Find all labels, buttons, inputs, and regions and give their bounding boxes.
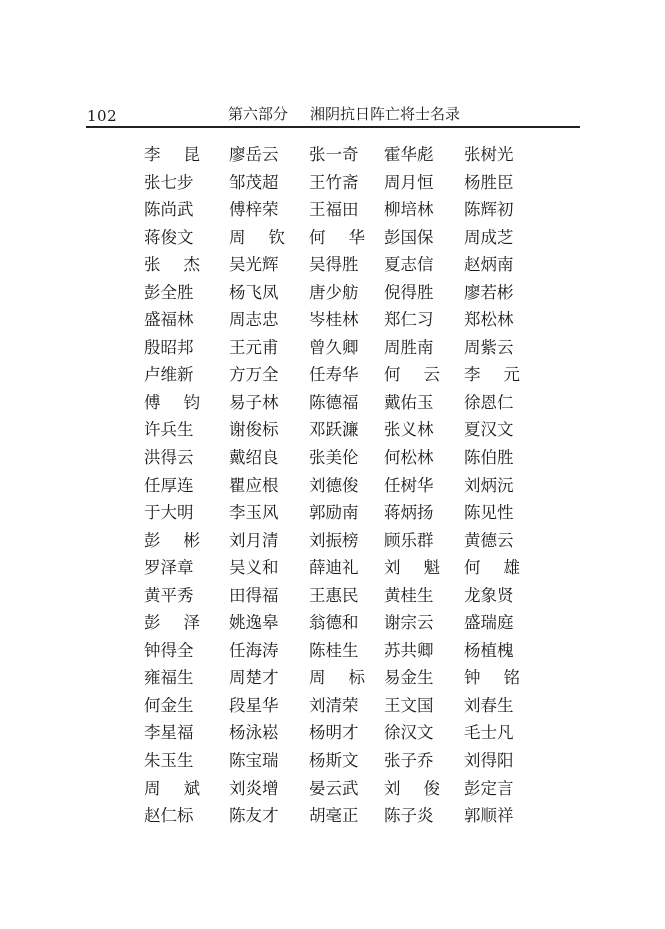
name-entry: 柳培林 <box>384 200 434 220</box>
name-entry: 陈宝瑞 <box>229 751 279 771</box>
book-title: 湘阴抗日阵亡将士名录 <box>310 105 461 123</box>
name-row <box>144 640 524 668</box>
name-entry: 李 元 <box>464 365 520 385</box>
name-entry: 盛福林 <box>144 310 194 330</box>
name-entry: 戴佑玉 <box>384 392 434 412</box>
name-entry: 彭 彬 <box>144 530 200 550</box>
name-entry: 廖岳云 <box>229 145 279 164</box>
name-entry: 陈尚武 <box>144 200 194 220</box>
name-entry: 张子乔 <box>384 751 434 771</box>
name-entry: 雍福生 <box>144 668 194 688</box>
name-row <box>144 419 524 447</box>
name-entry: 李 昆 <box>144 145 200 164</box>
name-entry: 李玉风 <box>229 503 279 523</box>
name-entry: 杨飞凤 <box>229 282 279 302</box>
name-entry: 杨泳崧 <box>229 723 279 743</box>
name-entry: 晏云武 <box>309 778 359 798</box>
name-entry: 易金生 <box>384 668 434 688</box>
name-entry: 盛瑞庭 <box>464 613 514 633</box>
name-row <box>144 227 524 255</box>
name-entry: 周 钦 <box>229 227 285 247</box>
name-entry: 傅梓荣 <box>229 200 279 220</box>
name-entry: 曾久卿 <box>309 337 359 357</box>
name-entry: 黄桂生 <box>384 585 434 605</box>
name-entry: 周 标 <box>309 668 365 688</box>
name-entry: 殷昭邦 <box>144 337 194 357</box>
name-row <box>144 282 524 310</box>
name-entry: 陈子炎 <box>384 806 434 826</box>
name-row <box>144 722 524 750</box>
name-entry: 杨植槐 <box>464 640 514 660</box>
name-row <box>144 750 524 778</box>
name-entry: 彭全胜 <box>144 282 194 302</box>
name-entry: 吴义和 <box>229 558 279 578</box>
name-entry: 段星华 <box>229 695 279 715</box>
name-entry: 周胜南 <box>384 337 434 357</box>
name-entry: 朱玉生 <box>144 751 194 771</box>
part-label: 第六部分 <box>228 105 289 123</box>
name-entry: 方万全 <box>229 365 279 385</box>
name-entry: 罗泽章 <box>144 558 194 578</box>
name-entry: 刘月清 <box>229 530 279 550</box>
name-entry: 廖若彬 <box>464 282 514 302</box>
name-entry: 夏志信 <box>384 255 434 275</box>
name-entry: 赵仁标 <box>144 806 194 826</box>
names-grid <box>144 144 524 833</box>
name-entry: 唐少舫 <box>309 282 359 302</box>
name-entry: 赵炳南 <box>464 255 514 275</box>
name-entry: 刘 魁 <box>384 558 440 578</box>
name-entry: 任厚连 <box>144 475 194 495</box>
name-entry: 周楚才 <box>229 668 279 688</box>
name-entry: 胡毫正 <box>309 806 359 826</box>
name-entry: 李星福 <box>144 723 194 743</box>
name-entry: 刘清荣 <box>309 695 359 715</box>
name-entry: 陈德福 <box>309 392 359 412</box>
name-entry: 许兵生 <box>144 420 194 440</box>
name-entry: 岑桂林 <box>309 310 359 330</box>
name-row <box>144 172 524 200</box>
name-entry: 何 华 <box>309 227 365 247</box>
name-row <box>144 309 524 337</box>
name-row <box>144 695 524 723</box>
name-row <box>144 502 524 530</box>
name-entry: 刘德俊 <box>309 475 359 495</box>
name-entry: 彭国保 <box>384 227 434 247</box>
name-entry: 张一奇 <box>309 145 359 164</box>
name-entry: 何金生 <box>144 695 194 715</box>
name-entry: 薛迪礼 <box>309 558 359 578</box>
name-entry: 谢俊标 <box>229 420 279 440</box>
name-entry: 霍华彪 <box>384 145 434 164</box>
name-entry: 蒋俊文 <box>144 227 194 247</box>
name-entry: 任树华 <box>384 475 434 495</box>
name-entry: 傅 钧 <box>144 392 200 412</box>
name-entry: 陈桂生 <box>309 640 359 660</box>
name-entry: 王元甫 <box>229 337 279 357</box>
name-entry: 彭定言 <box>464 778 514 798</box>
name-row <box>144 667 524 695</box>
name-row <box>144 805 524 833</box>
name-entry: 顾乐群 <box>384 530 434 550</box>
name-row <box>144 254 524 282</box>
name-row <box>144 778 524 806</box>
name-entry: 陈伯胜 <box>464 448 514 468</box>
name-entry: 张 杰 <box>144 255 200 275</box>
name-row <box>144 447 524 475</box>
name-entry: 瞿应根 <box>229 475 279 495</box>
name-entry: 倪得胜 <box>384 282 434 302</box>
name-entry: 邹茂超 <box>229 172 279 192</box>
name-entry: 黄平秀 <box>144 585 194 605</box>
name-entry: 周志忠 <box>229 310 279 330</box>
name-entry: 徐汉文 <box>384 723 434 743</box>
name-entry: 王惠民 <box>309 585 359 605</box>
name-entry: 杨明才 <box>309 723 359 743</box>
name-row <box>144 144 524 172</box>
name-row <box>144 557 524 585</box>
running-title <box>228 104 460 124</box>
name-entry: 周 斌 <box>144 778 200 798</box>
name-row <box>144 364 524 392</box>
name-entry: 郭顺祥 <box>464 806 514 826</box>
name-entry: 刘炎增 <box>229 778 279 798</box>
name-row <box>144 585 524 613</box>
name-entry: 易子林 <box>229 392 279 412</box>
name-entry: 毛士凡 <box>464 723 514 743</box>
name-entry: 卢维新 <box>144 365 194 385</box>
name-entry: 张美伦 <box>309 448 359 468</box>
name-entry: 夏汉文 <box>464 420 514 440</box>
name-entry: 黄德云 <box>464 530 514 550</box>
name-entry: 龙象贤 <box>464 585 514 605</box>
name-entry: 何 云 <box>384 365 440 385</box>
name-row <box>144 392 524 420</box>
name-entry: 郭励南 <box>309 503 359 523</box>
name-entry: 姚逸皋 <box>229 613 279 633</box>
name-entry: 任海涛 <box>229 640 279 660</box>
name-entry: 翁德和 <box>309 613 359 633</box>
name-entry: 杨斯文 <box>309 751 359 771</box>
name-entry: 戴绍良 <box>229 448 279 468</box>
header-rule <box>86 126 580 128</box>
name-entry: 王文国 <box>384 695 434 715</box>
name-entry: 陈辉初 <box>464 200 514 220</box>
name-entry: 张树光 <box>464 145 514 164</box>
name-entry: 陈友才 <box>229 806 279 826</box>
name-entry: 任寿华 <box>309 365 359 385</box>
name-entry: 邓跃濂 <box>309 420 359 440</box>
name-entry: 陈见性 <box>464 503 514 523</box>
name-entry: 王竹斋 <box>309 172 359 192</box>
name-entry: 刘炳沅 <box>464 475 514 495</box>
name-entry: 周月恒 <box>384 172 434 192</box>
name-entry: 刘春生 <box>464 695 514 715</box>
name-entry: 田得福 <box>229 585 279 605</box>
name-entry: 谢宗云 <box>384 613 434 633</box>
name-entry: 蒋炳扬 <box>384 503 434 523</box>
name-entry: 于大明 <box>144 503 194 523</box>
name-entry: 刘 俊 <box>384 778 440 798</box>
name-entry: 钟 铭 <box>464 668 520 688</box>
name-entry: 张义林 <box>384 420 434 440</box>
name-row <box>144 199 524 227</box>
name-row <box>144 530 524 558</box>
name-entry: 何 雄 <box>464 558 520 578</box>
name-row <box>144 475 524 503</box>
name-entry: 苏共卿 <box>384 640 434 660</box>
name-row <box>144 612 524 640</box>
name-row <box>144 337 524 365</box>
name-entry: 周紫云 <box>464 337 514 357</box>
name-entry: 周成芝 <box>464 227 514 247</box>
name-entry: 郑松林 <box>464 310 514 330</box>
name-entry: 钟得全 <box>144 640 194 660</box>
name-entry: 洪得云 <box>144 448 194 468</box>
name-entry: 郑仁习 <box>384 310 434 330</box>
page-number: 102 <box>87 107 118 125</box>
name-entry: 徐恩仁 <box>464 392 514 412</box>
name-entry: 杨胜臣 <box>464 172 514 192</box>
name-entry: 吴得胜 <box>309 255 359 275</box>
name-entry: 何松林 <box>384 448 434 468</box>
name-entry: 吴光辉 <box>229 255 279 275</box>
name-entry: 张七步 <box>144 172 194 192</box>
name-entry: 刘得阳 <box>464 751 514 771</box>
name-entry: 刘振榜 <box>309 530 359 550</box>
name-entry: 王福田 <box>309 200 359 220</box>
name-entry: 彭 泽 <box>144 613 200 633</box>
